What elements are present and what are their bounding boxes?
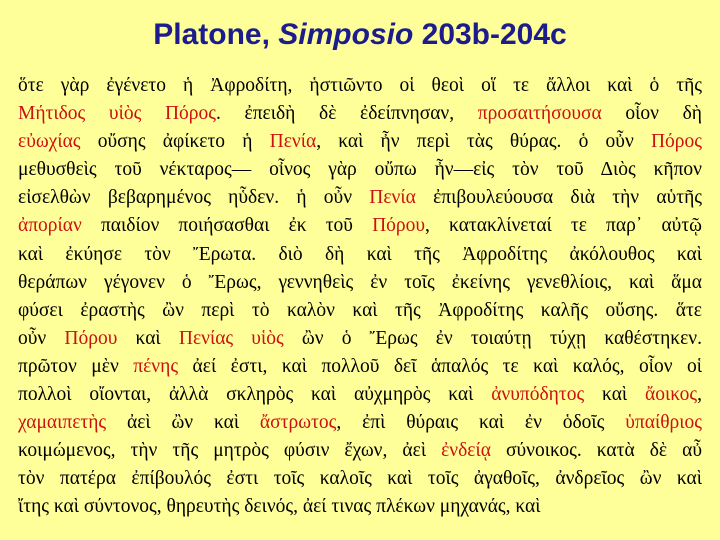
text-segment: θεράπων γέγονεν ὁ Ἔρως, γεννηθεὶς ἐν τοῖς ἐκείνης γενεθλίοις, καὶ ἅμα — [18, 271, 702, 293]
text-segment: καὶ ἐκύησε τὸν Ἔρωτα. διὸ δὴ καὶ τῆς Ἀφροδίτης ἀκόλουθος καὶ — [18, 243, 702, 265]
text-line — [18, 493, 702, 521]
text-segment: παιδίον ποιήσασθαι ἐκ τοῦ — [81, 215, 373, 237]
highlighted-word: εὐωχίας — [18, 131, 81, 153]
text-line — [18, 409, 702, 437]
text-line — [18, 269, 702, 297]
text-line — [18, 212, 702, 240]
text-segment: ἀεί ἐστι, καὶ πολλοῦ δεῖ ἁπαλός τε καὶ καλός, οἷον οἱ — [178, 355, 702, 377]
highlighted-word: προσαιτήσουσα — [477, 103, 602, 125]
highlighted-word: ἀνυπόδητος — [491, 384, 585, 406]
text-segment: , κατακλίνεταί τε παρ᾽ αὐτῷ — [425, 215, 703, 237]
highlighted-word: ἀπορίαν — [18, 215, 82, 237]
text-segment: ὅτε γὰρ ἐγένετο ἡ Ἀφροδίτη, ἡστιῶντο οἱ θεοὶ οἵ τε ἄλλοι καὶ ὁ τῆς — [18, 75, 702, 96]
title-work: Simposio — [278, 18, 414, 51]
highlighted-word: ὑπαίθριος — [625, 412, 702, 434]
highlighted-word: Πόρος — [650, 131, 702, 153]
text-segment: κοιμώμενος, τὴν τῆς μητρὸς φύσιν ἔχων, ἀεὶ — [18, 440, 442, 462]
highlighted-word: ἄοικος — [645, 384, 698, 406]
title-author: Platone, — [153, 18, 279, 51]
text-line — [18, 465, 702, 493]
text-segment: καὶ — [584, 384, 646, 406]
text-segment: ἴτης καὶ σύντονος, θηρευτὴς δεινός, ἀεί τινας πλέκων μηχανάς, καὶ — [18, 496, 541, 518]
text-segment: οὖν — [18, 327, 65, 349]
text-line — [18, 100, 702, 128]
text-segment: ὢν ὁ Ἔρως ἐν τοιαύτῃ τύχῃ καθέστηκεν. — [283, 327, 702, 349]
text-line — [18, 297, 702, 325]
text-segment: σύνοικος. κατὰ δὲ αὖ — [490, 440, 702, 462]
highlighted-word: Μήτιδος υἱὸς Πόρος — [18, 103, 216, 125]
text-line — [18, 437, 702, 465]
highlighted-word: Πενίας υἱὸς — [178, 327, 284, 349]
text-segment: πολλοὶ οἴονται, ἀλλὰ σκληρὸς καὶ αὐχμηρὸς καὶ — [18, 384, 492, 406]
greek-passage — [18, 72, 702, 522]
text-line — [18, 241, 702, 269]
text-segment: ἀεὶ ὢν καὶ — [106, 412, 260, 434]
highlighted-word: ἄστρωτος — [259, 412, 337, 434]
highlighted-word: Πόρου — [64, 327, 118, 349]
text-segment: τὸν πατέρα ἐπίβουλός ἐστι τοῖς καλοῖς καὶ τοῖς ἀγαθοῖς, ἀνδρεῖος ὢν καὶ — [18, 468, 702, 490]
text-line — [18, 325, 702, 353]
highlighted-word: Πενία — [269, 131, 317, 153]
highlighted-word: ἐνδείᾳ — [441, 440, 491, 462]
text-line — [18, 128, 702, 156]
text-line — [18, 353, 702, 381]
text-segment: , — [697, 384, 702, 406]
text-segment: ἐπιβουλεύουσα διὰ τὴν αὑτῆς — [415, 187, 703, 209]
text-segment: μεθυσθεὶς τοῦ νέκταρος— οἶνος γὰρ οὔπω ἦν—εἰς τὸν τοῦ Διὸς κῆπον — [18, 159, 702, 181]
text-line — [18, 184, 702, 212]
text-segment: , καὶ ἦν περὶ τὰς θύρας. ὁ οὖν — [316, 131, 651, 153]
text-line — [18, 156, 702, 184]
text-segment: εἰσελθὼν βεβαρημένος ηὗδεν. ἡ οὖν — [18, 187, 370, 209]
highlighted-word: χαμαιπετὴς — [18, 412, 107, 434]
text-segment: . ἐπειδὴ δὲ ἐδείπνησαν, — [215, 103, 478, 125]
text-line — [18, 72, 702, 100]
text-segment: οὔσης ἀφίκετο ἡ — [80, 131, 270, 153]
highlighted-word: πένης — [133, 355, 179, 377]
text-segment: καὶ — [117, 327, 179, 349]
text-segment: , ἐπὶ θύραις καὶ ἐν ὁδοῖς — [336, 412, 626, 434]
page-title — [0, 18, 720, 52]
highlighted-word: Πόρου — [372, 215, 426, 237]
text-segment: φύσει ἐραστὴς ὢν περὶ τὸ καλὸν καὶ τῆς Ἀφροδίτης καλῆς οὔσης. ἅτε — [18, 299, 702, 321]
text-line — [18, 381, 702, 409]
text-segment: οἷον δὴ — [601, 103, 703, 125]
highlighted-word: Πενία — [369, 187, 416, 209]
text-segment: πρῶτον μὲν — [18, 355, 134, 377]
title-reference: 203b-204c — [413, 18, 567, 51]
